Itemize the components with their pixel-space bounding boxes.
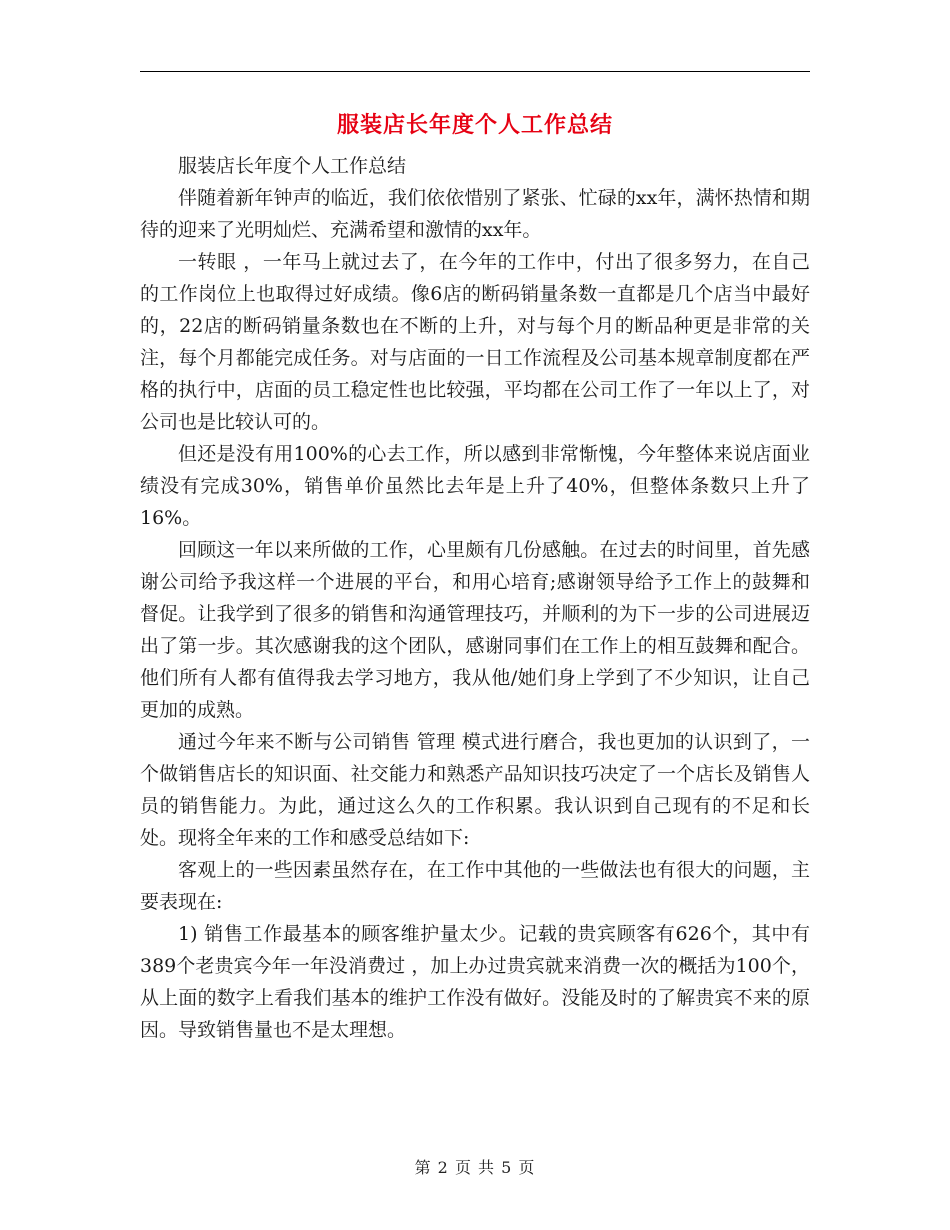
paragraph-shortfall: 但还是没有用100%的心去工作，所以感到非常惭愧，今年整体来说店面业绩没有完成30%，销售单价虽然比去年是上升了40%，但整体条数只上升了16%。 [140, 443, 810, 529]
paragraph-problems: 客观上的一些因素虽然存在，在工作中其他的一些做法也有很大的问题，主要表现在: [140, 859, 810, 913]
document-body [140, 150, 810, 1046]
paragraph-achievements: 一转眼 ，一年马上就过去了，在今年的工作中，付出了很多努力，在自己的工作岗位上也取得过好成绩。像6店的断码销量条数一直都是几个店当中最好的，22店的断码销量条数也在不断的上升，对与每个月的断品种更是非常的关注，每个月都能完成任务。对与店面的一日工作流程及公司基本规章制度都在严格的执行中，店面的员工稳定性也比较强，平均都在公司工作了一年以上了，对公司也是比较认可的。 [140, 251, 810, 433]
paragraph-subtitle: 服装店长年度个人工作总结 [178, 155, 407, 177]
page-number: 第 2 页 共 5 页 [414, 1158, 536, 1177]
paragraph-review: 回顾这一年以来所做的工作，心里颇有几份感触。在过去的时间里，首先感谢公司给予我这样一个进展的平台，和用心培育;感谢领导给予工作上的鼓舞和督促。让我学到了很多的销售和沟通管理技巧，并顺利的为下一步的公司进展迈出了第一步。其次感谢我的这个团队，感谢同事们在工作上的相互鼓舞和配合。他们所有人都有值得我去学习地方，我从他/她们身上学到了不少知识，让自己更加的成熟。 [140, 539, 810, 721]
document-title: 服装店长年度个人工作总结 [336, 113, 613, 138]
paragraph-intro: 伴随着新年钟声的临近，我们依依惜别了紧张、忙碌的xx年，满怀热情和期待的迎来了光明灿烂、充满希望和激情的xx年。 [140, 187, 810, 241]
paragraph-item-1: 1) 销售工作最基本的顾客维护量太少。记载的贵宾顾客有626个，其中有389个老贵宾今年一年没消费过 ，加上办过贵宾就来消费一次的概括为100个，从上面的数字上看我们基本的维护工作没有做好。没能及时的了解贵宾不来的原因。导致销售量也不是太理想。 [140, 923, 810, 1041]
paragraph-learning: 通过今年来不断与公司销售 管理 模式进行磨合，我也更加的认识到了，一个做销售店长的知识面、社交能力和熟悉产品知识技巧决定了一个店长及销售人员的销售能力。为此，通过这么久的工作积累。我认识到自己现有的不足和长处。现将全年来的工作和感受总结如下: [140, 731, 810, 849]
header-rule [140, 71, 810, 72]
